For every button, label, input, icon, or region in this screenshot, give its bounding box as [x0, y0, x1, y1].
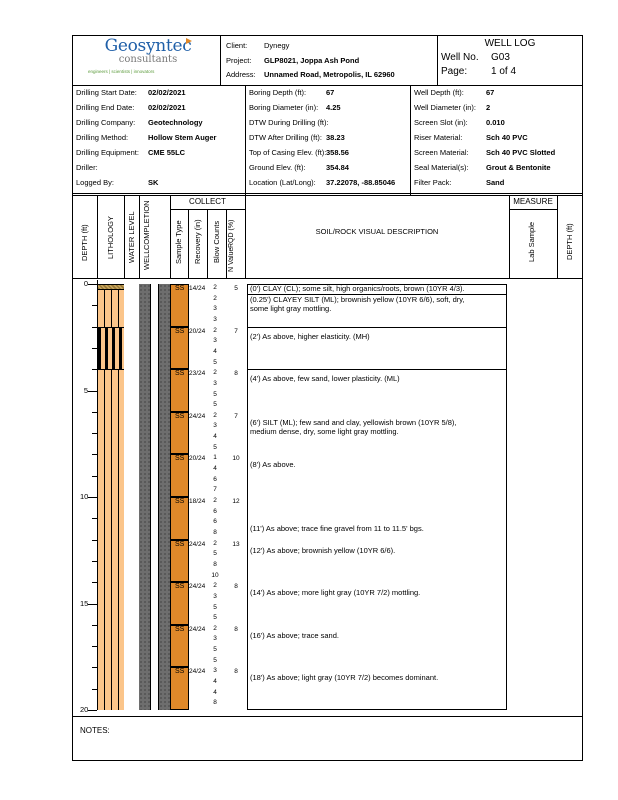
blow-count: 3 — [213, 337, 217, 345]
lithology-elastic-silt — [98, 327, 124, 370]
n-value: 7 — [234, 327, 238, 335]
address: Unnamed Road, Metropolis, IL 62960 — [264, 70, 395, 79]
info-label: Logged By: — [76, 178, 114, 187]
info-row — [414, 88, 494, 97]
sample-interval — [170, 369, 189, 412]
blow-count: 6 — [213, 518, 217, 526]
recovery-value: 18/24 — [189, 498, 206, 505]
n-value: 8 — [234, 625, 238, 633]
info-value: Sch 40 PVC — [486, 133, 528, 142]
blow-count: 2 — [213, 624, 217, 632]
description-line: (0') CLAY (CL); some silt, high organics/roots, brown (10YR 4/3). — [250, 284, 465, 293]
info-value: 358.56 — [326, 148, 349, 157]
info-label: Seal Material(s): — [414, 163, 469, 172]
info-label: Boring Depth (ft): — [249, 88, 307, 97]
blow-count: 4 — [213, 433, 217, 441]
info-label: Drilling Method: — [76, 133, 129, 142]
column-divider — [557, 195, 558, 209]
blow-count: 8 — [213, 699, 217, 707]
info-label: Screen Material: — [414, 148, 469, 157]
sample-type: SS — [175, 583, 185, 591]
n-value: 8 — [234, 370, 238, 378]
blow-count: 3 — [213, 422, 217, 430]
blow-count: 5 — [213, 614, 217, 622]
n-value: 7 — [234, 412, 238, 420]
grout-fill-left — [139, 284, 150, 710]
blow-count: 4 — [213, 678, 217, 686]
sample-interval — [170, 454, 189, 497]
info-label: Screen Slot (in): — [414, 118, 468, 127]
info-row — [76, 133, 216, 142]
blow-count: 5 — [213, 390, 217, 398]
blow-count: 3 — [213, 315, 217, 323]
column-divider — [170, 195, 171, 209]
sample-interval — [170, 497, 189, 540]
sample-type: SS — [175, 370, 185, 378]
info-value: Sch 40 PVC Slotted — [486, 148, 556, 157]
logo-sub: consultants — [118, 54, 178, 65]
info-row — [76, 163, 148, 172]
depth-label: 20 — [80, 705, 89, 714]
sample-type: SS — [175, 412, 185, 420]
info-row — [76, 148, 185, 157]
sample-interval — [170, 284, 189, 327]
recovery-value: 24/24 — [189, 583, 206, 591]
grout-fill-right — [159, 284, 170, 710]
column-divider — [557, 209, 558, 278]
info-label: DTW During Drilling (ft): — [249, 118, 329, 127]
description-divider — [247, 327, 507, 328]
description-entry — [250, 332, 370, 341]
info-value: CME 55LC — [148, 148, 186, 157]
info-label: Drilling Equipment: — [76, 148, 139, 157]
info-row — [414, 133, 528, 142]
blow-count: 1 — [213, 454, 217, 462]
description-line: medium dense, dry, some light gray mottling. — [250, 426, 399, 436]
depth-label: 10 — [80, 492, 89, 501]
well-no-label: Well No. — [441, 52, 479, 63]
blow-counts-header: Blow Counts — [212, 220, 221, 264]
info-value: 67 — [486, 88, 495, 97]
lithology-header: LITHOLOGY — [106, 216, 115, 259]
client-label: Client: — [226, 41, 248, 50]
description-header: SOIL/ROCK VISUAL DESCRIPTION — [315, 227, 439, 236]
n-value: 10 — [232, 455, 240, 463]
info-row — [414, 178, 504, 187]
description-line: (2') As above, higher elasticity. (MH) — [250, 331, 370, 341]
page-title: WELL LOG — [484, 38, 536, 49]
sample-type: SS — [175, 455, 185, 463]
well-casing — [150, 284, 159, 710]
info-value: 02/02/2021 — [148, 103, 186, 112]
blow-count: 4 — [213, 347, 217, 355]
blow-count: 5 — [213, 656, 217, 664]
blow-count: 2 — [213, 326, 217, 334]
address-label: Address: — [226, 70, 256, 79]
info-value: 0.010 — [486, 118, 505, 127]
n-value: 8 — [234, 668, 238, 676]
sample-interval — [170, 327, 189, 370]
sample-type: SS — [175, 668, 185, 676]
info-label: Driller: — [76, 163, 98, 172]
info-row — [249, 118, 329, 127]
depth-label: 0 — [83, 279, 88, 288]
well-no: G03 — [491, 52, 510, 63]
blow-count: 6 — [213, 475, 217, 483]
blow-count: 4 — [213, 688, 217, 696]
depth-tick — [88, 710, 97, 711]
collect-header: COLLECT — [189, 197, 226, 206]
blow-count: 2 — [213, 497, 217, 504]
description-line: (6') SILT (ML); few sand and clay, yellowish brown (10YR 5/8), — [250, 417, 457, 427]
info-row — [249, 133, 345, 142]
column-divider — [509, 195, 510, 209]
description-line: (14') As above; more light gray (10YR 7/2) mottling. — [250, 588, 421, 598]
info-row — [414, 118, 505, 127]
description-line: (12') As above; brownish yellow (10YR 6/6). — [250, 545, 396, 555]
info-value: 67 — [326, 88, 335, 97]
info-label: Well Depth (ft): — [414, 88, 464, 97]
blow-count: 6 — [213, 507, 217, 515]
blow-count: 7 — [213, 486, 217, 494]
description-entry — [250, 631, 339, 640]
blow-count: 3 — [213, 305, 217, 313]
page-number: 1 of 4 — [491, 66, 517, 77]
sample-type: SS — [175, 285, 185, 292]
description-entry — [250, 524, 424, 533]
recovery-value: 20/24 — [189, 455, 206, 463]
description-box — [247, 284, 507, 710]
depth-right-header: DEPTH (ft) — [565, 223, 574, 261]
info-label: Location (Lat/Long): — [249, 178, 316, 187]
description-entry — [250, 546, 395, 555]
column-divider — [124, 195, 125, 278]
sample-interval — [170, 412, 189, 455]
column-divider — [226, 209, 227, 278]
blow-count: 2 — [213, 369, 217, 377]
n-value: 13 — [232, 540, 240, 548]
n-value: 5 — [234, 285, 238, 292]
sample-interval — [170, 667, 189, 710]
description-entry — [250, 418, 457, 436]
description-line: (16') As above; trace sand. — [250, 630, 339, 640]
blow-count: 5 — [213, 401, 217, 409]
column-divider — [207, 209, 208, 278]
blow-count: 8 — [213, 528, 217, 536]
logo-name: Geosyntec — [104, 36, 192, 56]
info-label: Boring Diameter (in): — [249, 103, 319, 112]
depth-tick — [88, 391, 97, 392]
description-entry — [250, 295, 465, 313]
blow-count: 3 — [213, 667, 217, 675]
description-line: (0.25') CLAYEY SILT (ML); brownish yellow (10YR 6/6), soft, dry, — [250, 295, 465, 305]
notes-label: NOTES: — [80, 726, 110, 735]
recovery-value: 24/24 — [189, 540, 206, 548]
info-row — [249, 103, 341, 112]
sample-type: SS — [175, 498, 185, 505]
column-divider — [245, 195, 246, 209]
info-row — [249, 88, 334, 97]
sample-interval — [170, 540, 189, 583]
blow-count: 3 — [213, 379, 217, 387]
description-entry — [250, 588, 420, 597]
info-value: Sand — [486, 178, 505, 187]
page-label: Page: — [441, 66, 468, 77]
water-level-header: WATER LEVEL — [127, 211, 136, 264]
info-value: Geotechnology — [148, 118, 203, 127]
info-value: Grout & Bentonite — [486, 163, 551, 172]
recovery-header: Recovery (in) — [193, 219, 202, 265]
depth-header: DEPTH (ft) — [80, 224, 89, 261]
measure-header: MEASURE — [513, 197, 553, 206]
project-label: Project: — [226, 56, 252, 65]
lithology-silt — [98, 289, 124, 326]
description-entry — [250, 460, 296, 469]
info-label: DTW After Drilling (ft): — [249, 133, 322, 142]
blow-count: 3 — [213, 635, 217, 643]
info-row — [76, 178, 158, 187]
lithology-silt — [98, 369, 124, 710]
depth-label: 15 — [80, 598, 89, 608]
column-divider — [188, 209, 189, 278]
info-value: 4.25 — [326, 103, 341, 112]
column-divider — [139, 195, 140, 278]
n-value: 12 — [232, 498, 240, 505]
description-line: (11') As above; trace fine gravel from 11 to 11.5' bgs. — [250, 524, 424, 534]
recovery-value: 23/24 — [189, 370, 206, 378]
blow-count: 8 — [213, 560, 217, 568]
completion-header: COMPLETION — [142, 199, 151, 250]
sample-type-header: Sample Type — [174, 220, 183, 264]
blow-count: 2 — [213, 284, 217, 291]
info-value: 38.23 — [326, 133, 345, 142]
info-row — [76, 88, 186, 97]
blow-count: 5 — [213, 603, 217, 611]
lab-sample-header: Lab Sample — [527, 221, 536, 263]
client: Dynegy — [264, 41, 290, 50]
description-entry — [250, 673, 438, 682]
info-label: Filter Pack: — [414, 178, 452, 187]
column-divider — [509, 209, 510, 278]
recovery-value: 24/24 — [189, 412, 206, 420]
blow-count: 3 — [213, 592, 217, 600]
info-value: Hollow Stem Auger — [148, 133, 217, 142]
depth-tick — [88, 497, 97, 498]
description-line: (8') As above. — [250, 460, 296, 470]
info-label: Top of Casing Elev. (ft): — [249, 148, 327, 157]
info-label: Riser Material: — [414, 133, 463, 142]
logo-triangle-icon — [186, 38, 192, 44]
blow-count: 5 — [213, 646, 217, 654]
sample-type: SS — [175, 327, 185, 335]
sample-type: SS — [175, 625, 185, 633]
info-row — [414, 103, 490, 112]
description-entry — [250, 284, 465, 293]
recovery-value: 14/24 — [189, 285, 206, 292]
rqd-header: RQD (%) — [228, 219, 235, 248]
sample-interval — [170, 582, 189, 625]
column-divider — [97, 195, 98, 278]
info-row — [414, 163, 551, 172]
description-line: some light gray mottling. — [250, 304, 332, 314]
description-line: (18') As above; light gray (10YR 7/2) becomes dominant. — [250, 673, 439, 683]
recovery-value: 24/24 — [189, 625, 206, 633]
depth-label: 5 — [83, 385, 88, 395]
blow-count: 2 — [213, 294, 217, 302]
sample-interval — [170, 625, 189, 668]
info-label: Well Diameter (in): — [414, 103, 476, 112]
blow-count: 10 — [211, 571, 219, 579]
info-label: Ground Elev. (ft): — [249, 163, 306, 172]
logo-tagline: engineers | scientists | innovators — [88, 69, 155, 74]
info-value: SK — [148, 178, 159, 187]
description-entry — [250, 374, 400, 383]
info-value: 2 — [486, 103, 491, 112]
well-header: WELL — [142, 249, 151, 270]
info-row — [76, 118, 203, 127]
blow-count: 2 — [213, 411, 217, 419]
recovery-value: 20/24 — [189, 327, 206, 335]
info-row — [76, 103, 186, 112]
blow-count: 2 — [213, 582, 217, 590]
info-label: Drilling End Date: — [76, 103, 135, 112]
blow-count: 5 — [213, 358, 217, 366]
sample-type: SS — [175, 540, 185, 548]
info-label: Drilling Start Date: — [76, 88, 137, 97]
description-divider — [247, 369, 507, 370]
info-value: 37.22078, -88.85046 — [326, 178, 396, 187]
info-label: Drilling Company: — [76, 118, 136, 127]
depth-tick — [88, 284, 97, 285]
n-value: 8 — [234, 583, 238, 591]
info-row — [414, 148, 555, 157]
recovery-value: 24/24 — [189, 668, 206, 676]
n-value-header: N Value — [228, 247, 235, 272]
project: GLP8021, Joppa Ash Pond — [264, 56, 360, 65]
depth-tick — [88, 604, 97, 605]
info-value: 354.84 — [326, 163, 349, 172]
blow-count: 2 — [213, 539, 217, 547]
description-line: (4') As above, few sand, lower plasticity. (ML) — [250, 374, 400, 384]
blow-count: 4 — [213, 465, 217, 473]
info-value: 02/02/2021 — [148, 88, 186, 97]
info-row — [249, 178, 395, 187]
info-row — [249, 148, 349, 157]
blow-count: 5 — [213, 550, 217, 558]
blow-count: 5 — [213, 443, 217, 451]
info-row — [249, 163, 349, 172]
